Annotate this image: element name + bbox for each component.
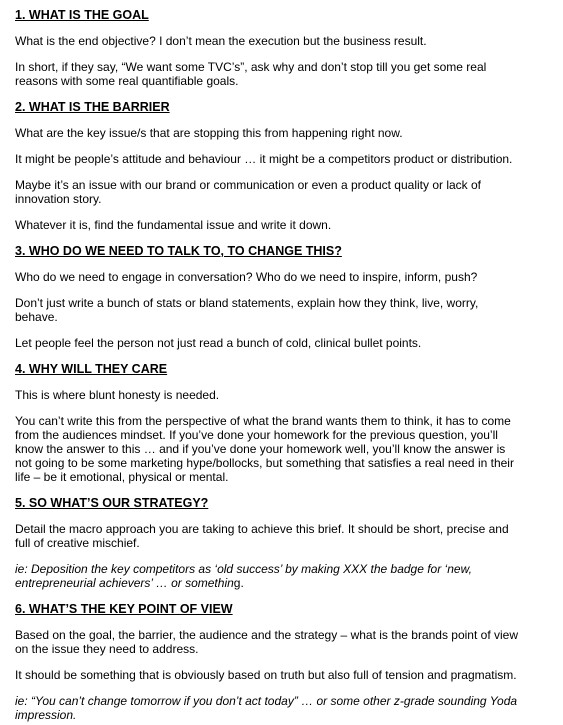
paragraph-text: reasons with some real quantifiable goals.: [15, 74, 239, 88]
example-text: [15, 576, 244, 590]
example-text-italic: entrepreneurial achievers’ … or somethin: [15, 576, 234, 590]
paragraph-text: innovation story.: [15, 192, 102, 206]
paragraph-text: Don’t just write a bunch of stats or bland statements, explain how they think, live, worry,: [15, 296, 479, 310]
paragraph-text: What is the end objective? I don’t mean the execution but the business result.: [15, 34, 427, 48]
paragraph-text: It should be something that is obviously based on truth but also full of tension and pragmatism.: [15, 668, 517, 682]
paragraph-text: Detail the macro approach you are taking to achieve this brief. It should be short, precise and: [15, 522, 509, 536]
section-heading-why-care: 4. WHY WILL THEY CARE: [15, 362, 168, 376]
example-text-tail: g.: [233, 576, 244, 590]
example-text: ie: Deposition the key competitors as ‘old success’ by making XXX the badge for ‘new,: [15, 562, 472, 576]
paragraph-text: This is where blunt honesty is needed.: [15, 388, 220, 402]
paragraph-text: life – be it emotional, physical or mental.: [15, 470, 229, 484]
section-heading-barrier: 2. WHAT IS THE BARRIER: [15, 100, 170, 114]
paragraph-text: What are the key issue/s that are stopping this from happening right now.: [15, 126, 403, 140]
paragraph-text: from the audiences mindset. If you’ve done your homework for the previous question, you’ll: [15, 428, 498, 442]
paragraph-text: know the answer to this … and if you’ve done your homework well, you’ll know the answer is: [15, 442, 506, 456]
paragraph-text: Whatever it is, find the fundamental issue and write it down.: [15, 218, 332, 232]
paragraph-text: full of creative mischief.: [15, 536, 140, 550]
section-heading-point-of-view: 6. WHAT’S THE KEY POINT OF VIEW: [15, 602, 233, 616]
section-heading-strategy: 5. SO WHAT’S OUR STRATEGY?: [15, 496, 209, 510]
paragraph-text: It might be people’s attitude and behaviour … it might be a competitors product or distribution.: [15, 152, 513, 166]
paragraph-text: Based on the goal, the barrier, the audience and the strategy – what is the brands point of view: [15, 628, 518, 642]
example-text: ie: “You can’t change tomorrow if you don’t act today” … or some other z-grade sounding Yoda: [15, 694, 518, 708]
example-text: impression.: [15, 708, 77, 722]
paragraph-text: You can’t write this from the perspective of what the brand wants them to think, it has to come: [15, 414, 511, 428]
paragraph-text: on the issue they need to address.: [15, 642, 199, 656]
section-heading-goal: 1. WHAT IS THE GOAL: [15, 8, 149, 22]
paragraph-text: Let people feel the person not just read a bunch of cold, clinical bullet points.: [15, 336, 422, 350]
paragraph-text: not going to be some marketing hype/bollocks, but something that satisfies a real need in their: [15, 456, 514, 470]
section-heading-audience: 3. WHO DO WE NEED TO TALK TO, TO CHANGE THIS?: [15, 244, 342, 258]
paragraph-text: Who do we need to engage in conversation? Who do we need to inspire, inform, push?: [15, 270, 478, 284]
paragraph-text: In short, if they say, “We want some TVC’s”, ask why and don’t stop till you get some real: [15, 60, 487, 74]
paragraph-text: Maybe it’s an issue with our brand or communication or even a product quality or lack of: [15, 178, 482, 192]
paragraph-text: behave.: [15, 310, 58, 324]
